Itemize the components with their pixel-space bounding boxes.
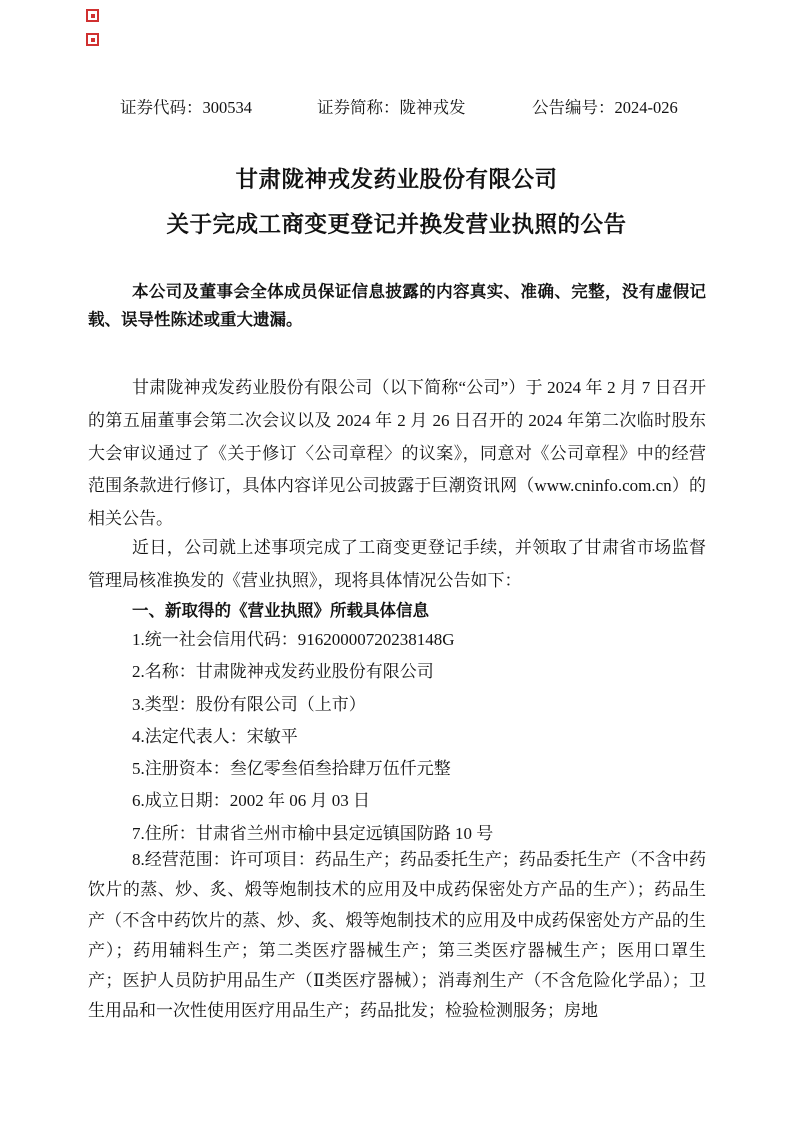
- list-item-establish-date: 6.成立日期：2002 年 06 月 03 日: [132, 791, 370, 811]
- stock-short-name-label: 证券简称：陇神戎发: [317, 98, 466, 117]
- section-heading-license-info: 一、新取得的《营业执照》所载具体信息: [132, 602, 429, 620]
- license-detail-list: [88, 624, 706, 850]
- stock-code-label: 证券代码：300534: [120, 98, 252, 117]
- securities-header-row: [88, 94, 706, 116]
- red-stamp-icon: [86, 9, 99, 22]
- red-stamp-marks: [86, 9, 100, 57]
- announcement-number-label: 公告编号：2024-026: [532, 98, 678, 117]
- completion-paragraph: 近日，公司就上述事项完成了工商变更登记手续，并领取了甘肃省市场监督管理局核准换发的《营业执照》，现将具体情况公告如下：: [88, 538, 706, 590]
- list-item-company-name: 2.名称：甘肃陇神戎发药业股份有限公司: [132, 662, 434, 682]
- list-item-registered-capital: 5.注册资本：叁亿零叁佰叁拾肆万伍仟元整: [132, 759, 451, 779]
- red-stamp-icon: [86, 33, 99, 46]
- business-scope-paragraph: 8.经营范围：许可项目：药品生产；药品委托生产；药品委托生产（不含中药饮片的蒸、炒、炙、煅等炮制技术的应用及中成药保密处方产品的生产）；药品生产（不含中药饮片的蒸、炒、炙、煅等炮制技术的应用及中成药保密处方产品的生产）；药用辅料生产；第二类医疗器械生产；第三类医疗器械生产；医用口罩生产；医护人员防护用品生产（Ⅱ类医疗器械）；消毒剂生产（不含危险化学品）；卫生用品和一次性使用医疗用品生产；药品批发；检验检测服务；房地: [88, 850, 706, 1021]
- list-item-credit-code: 1.统一社会信用代码：91620000720238148G: [132, 630, 455, 649]
- list-item-address: 7.住所：甘肃省兰州市榆中县定远镇国防路 10 号: [132, 823, 494, 843]
- list-item-legal-representative: 4.法定代表人：宋敏平: [132, 726, 298, 746]
- list-item-company-type: 3.类型：股份有限公司（上市）: [132, 694, 366, 714]
- board-disclaimer-paragraph: 本公司及董事会全体成员保证信息披露的内容真实、准确、完整，没有虚假记载、误导性陈述或重大遗漏。: [88, 283, 706, 329]
- resolution-paragraph: 甘肃陇神戎发药业股份有限公司（以下简称“公司”）于 2024 年 2 月 7 日召开的第五届董事会第二次会议以及 2024 年 2 月 26 日召开的 2024 年第二次临时股东大会审议通过了《关于修订〈公司章程〉的议案》，同意对《公司章程》中的经营范围条款进行修订，具体内容详见公司披露于巨潮资讯网（www.cninfo.com.cn）的相关公告。: [88, 378, 706, 529]
- announcement-title: 关于完成工商变更登记并换发营业执照的公告: [166, 212, 627, 237]
- company-name-title: 甘肃陇神戎发药业股份有限公司: [235, 167, 558, 192]
